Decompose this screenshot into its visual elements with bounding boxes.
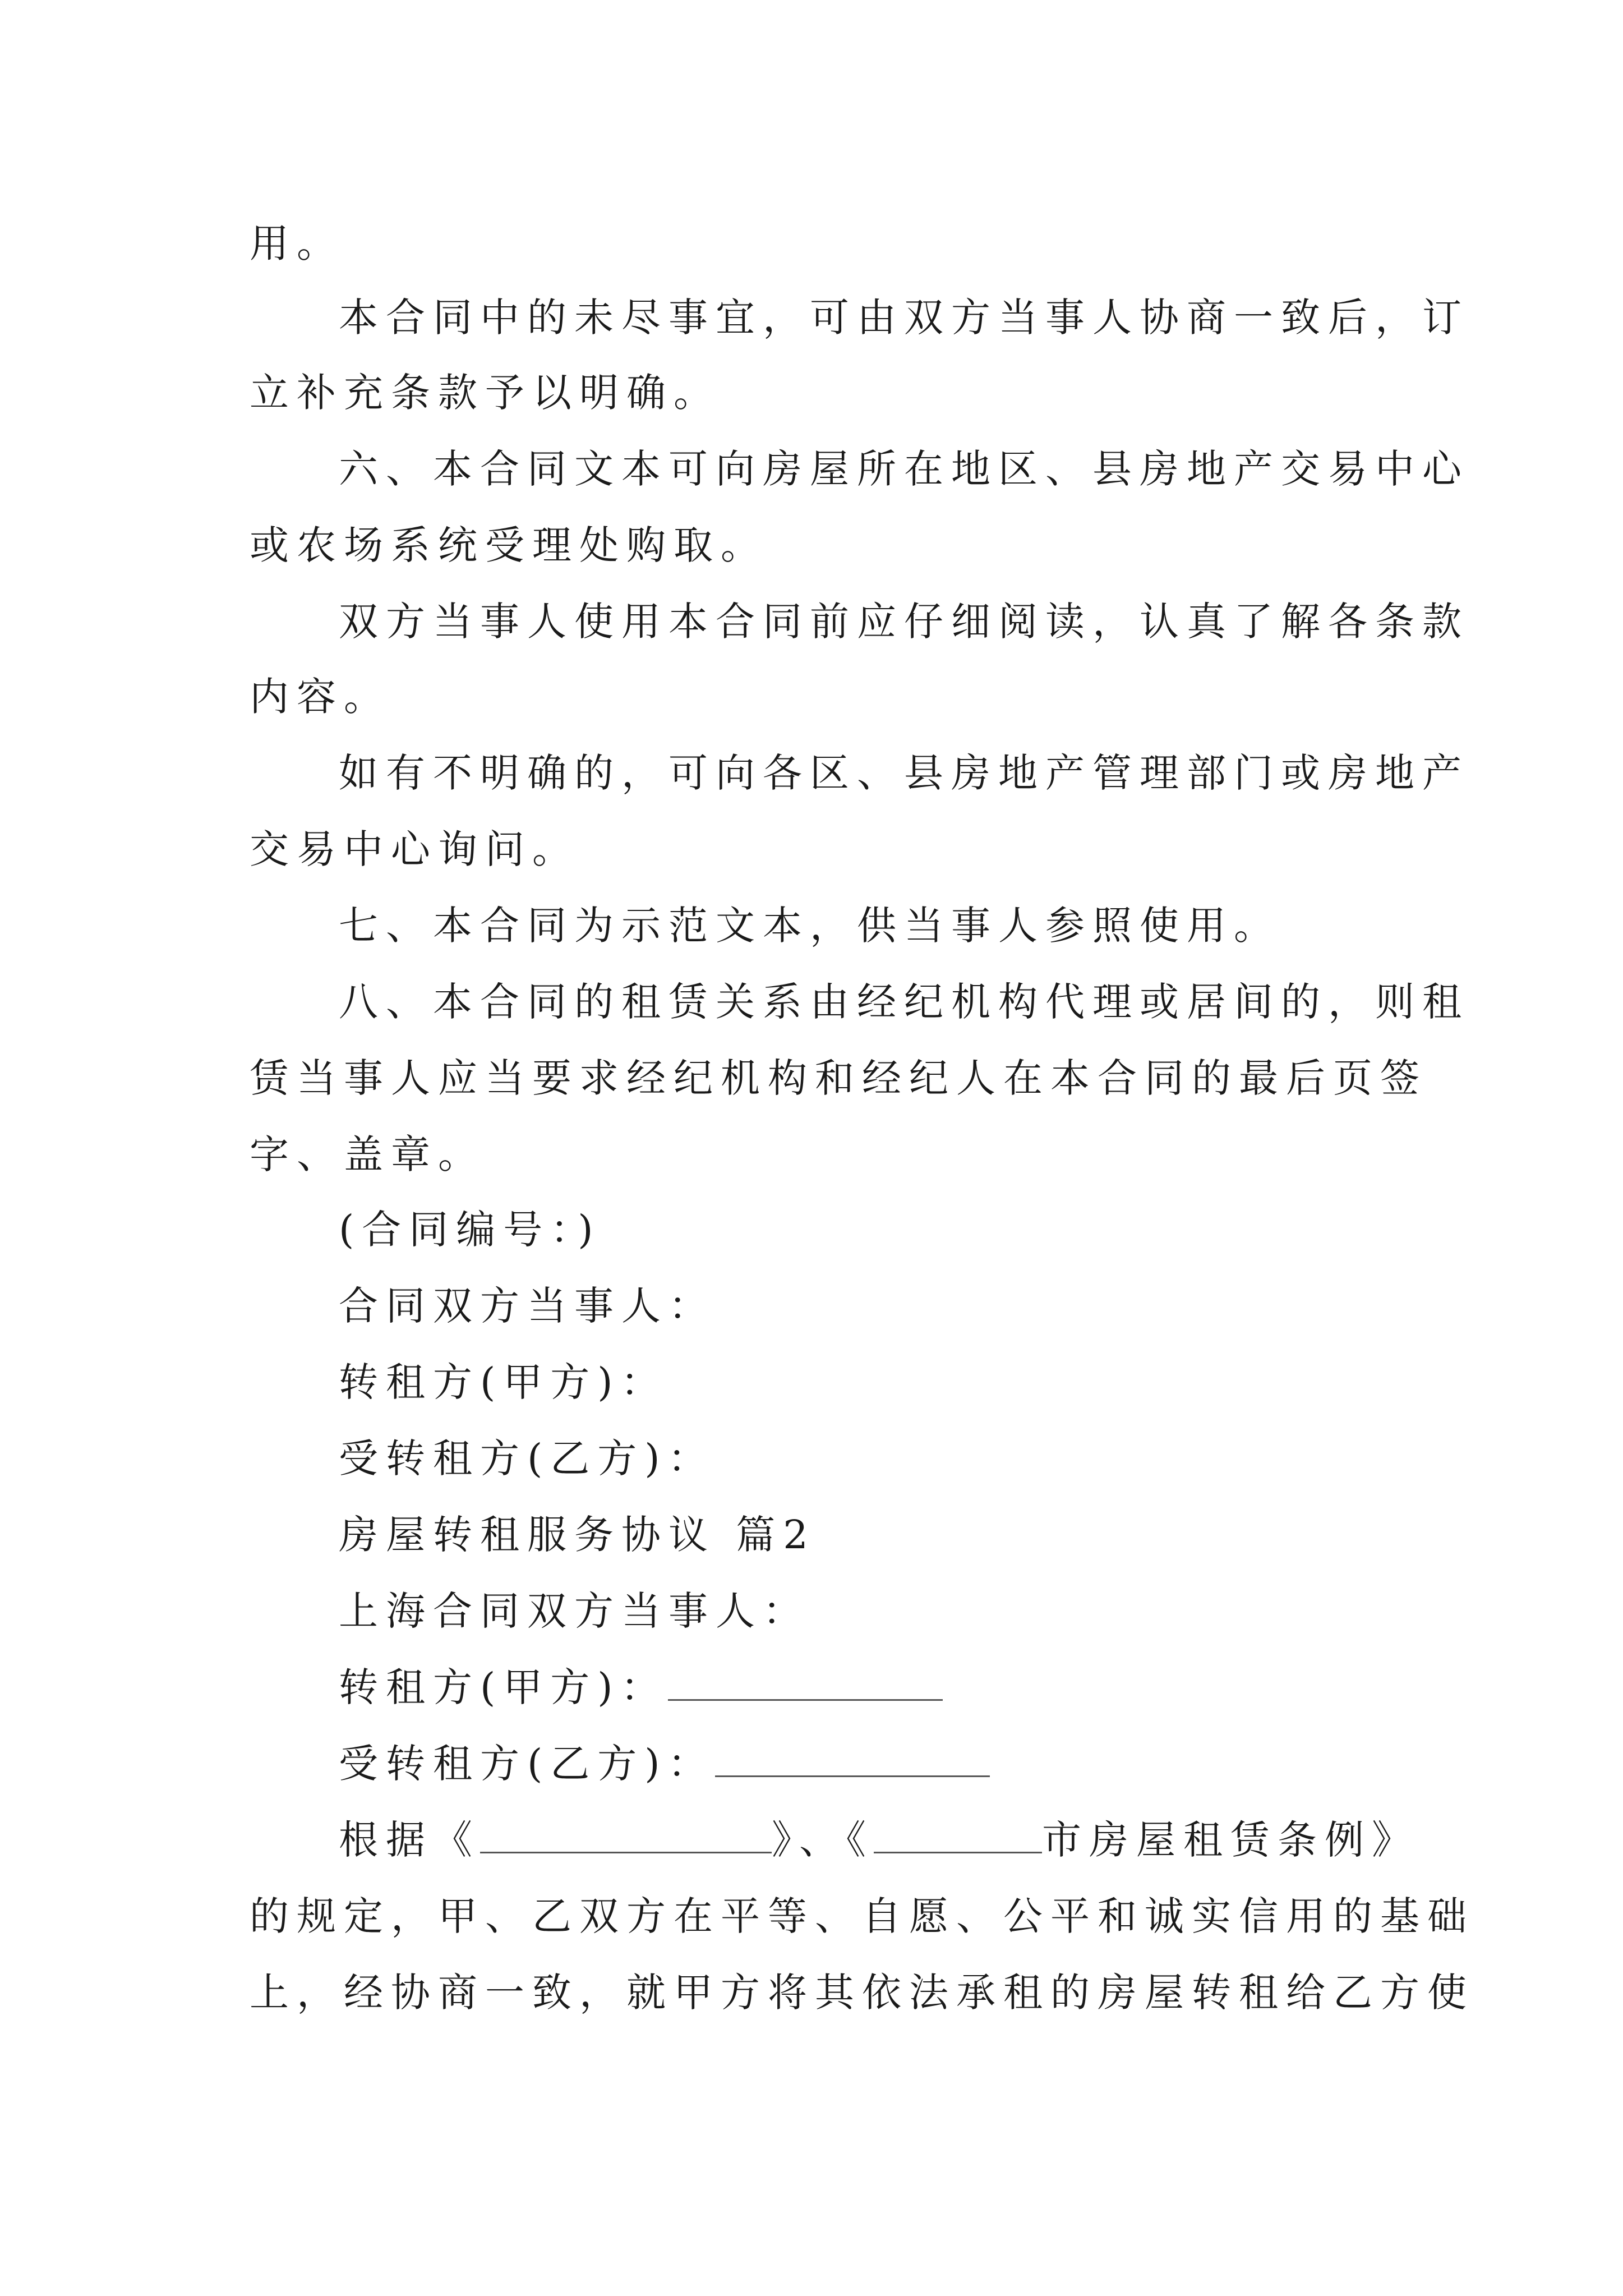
paragraph-line: 用。: [250, 220, 344, 266]
law-name-blank[interactable]: [480, 1818, 772, 1853]
paragraph-line: 八、本合同的租赁关系由经纪机构代理或居间的，则租: [339, 979, 1469, 1025]
paragraph-line: 六、本合同文本可向房屋所在地区、县房地产交易中心: [339, 446, 1469, 492]
text-segment: 》、《: [772, 1817, 874, 1863]
paragraph-line: 双方当事人使用本合同前应仔细阅读，认真了解各条款: [339, 599, 1469, 645]
legal-basis-line: [339, 1814, 1477, 1866]
text-segment: 根据《: [339, 1817, 480, 1863]
paragraph-line: 受转租方(乙方)：: [339, 1435, 715, 1481]
paragraph-line: 立补充条款予以明确。: [250, 370, 721, 416]
paragraph-line: 如有不明确的，可向各区、县房地产管理部门或房地产: [339, 750, 1469, 796]
paragraph-line: 的规定，甲、乙双方在平等、自愿、公平和诚实信用的基础: [250, 1893, 1474, 1939]
sublessee-blank[interactable]: [715, 1742, 990, 1777]
sublessor-field-line: [339, 1662, 1477, 1713]
sublessee-field-line: [339, 1738, 1477, 1789]
field-label: 转租方(甲方)：: [339, 1664, 668, 1710]
paragraph-line: 上海合同双方当事人：: [339, 1588, 810, 1634]
paragraph-line: 或农场系统受理处购取。: [250, 522, 768, 568]
paragraph-line: 七、本合同为示范文本，供当事人参照使用。: [339, 903, 1281, 949]
text-segment: 市房屋租赁条例》: [1042, 1817, 1419, 1863]
paragraph-line: 转租方(甲方)：: [339, 1359, 668, 1405]
paragraph-line: 交易中心询问。: [250, 826, 579, 872]
paragraph-line: 合同双方当事人：: [339, 1283, 716, 1329]
contract-number-line: (合同编号：): [339, 1207, 601, 1253]
paragraph-line: 本合同中的未尽事宜，可由双方当事人协商一致后，订: [339, 295, 1469, 341]
section-heading: 房屋转租服务协议 篇2: [339, 1512, 816, 1558]
sublessor-blank[interactable]: [668, 1665, 943, 1701]
paragraph-line: 赁当事人应当要求经纪机构和经纪人在本合同的最后页签: [250, 1055, 1427, 1101]
paragraph-line: 内容。: [250, 674, 391, 720]
field-label: 受转租方(乙方)：: [339, 1741, 715, 1787]
paragraph-line: 字、盖章。: [250, 1131, 485, 1177]
city-name-blank[interactable]: [874, 1818, 1042, 1853]
paragraph-line: 上，经协商一致，就甲方将其依法承租的房屋转租给乙方使: [250, 1970, 1474, 2016]
